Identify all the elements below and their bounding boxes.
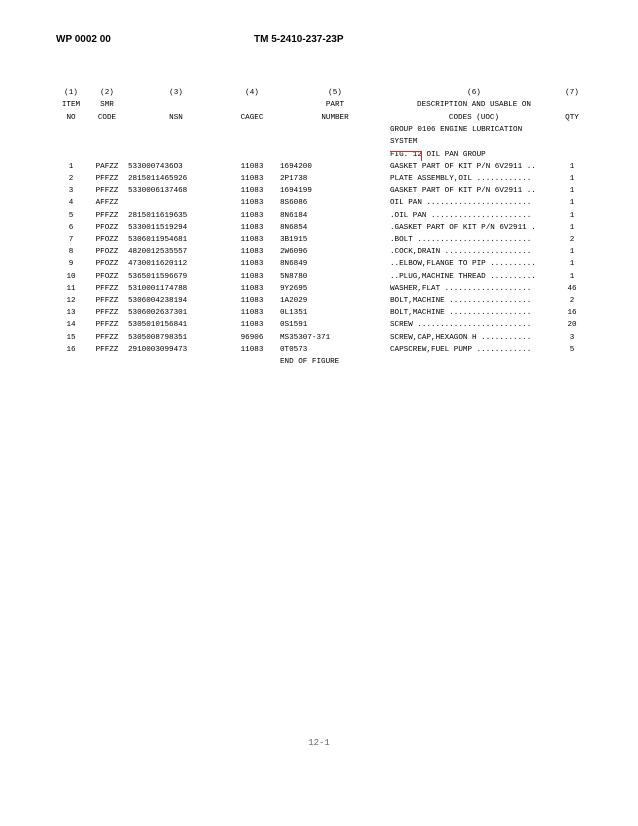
- table-row: [56, 332, 586, 344]
- nsn-cell: 4820012535557: [128, 248, 188, 257]
- col1-label-1: ITEM: [61, 101, 81, 110]
- item-number-cell: 14: [66, 321, 76, 330]
- smr-code-cell: PFFZZ: [95, 284, 119, 293]
- nsn-cell: 4730011620112: [128, 260, 188, 269]
- table-row: [56, 222, 586, 234]
- col6-label-2: CODES (UOC): [448, 113, 500, 122]
- column-label-row-1: [56, 99, 586, 111]
- quantity-cell: 5: [569, 345, 575, 354]
- table-header: [56, 87, 586, 124]
- col1-label-2: NO: [66, 113, 76, 122]
- smr-code-cell: PFFZZ: [95, 187, 119, 196]
- description-cell: CAPSCREW,FUEL PUMP ............: [390, 345, 532, 354]
- cagec-cell: 11083: [240, 272, 264, 281]
- col7-label-1: [558, 99, 586, 111]
- col3-label-1: [128, 99, 224, 111]
- part-number-cell: 0L1351: [280, 309, 308, 318]
- table-row: [56, 307, 586, 319]
- cagec-cell: 11083: [240, 236, 264, 245]
- smr-code-cell: PFFZZ: [95, 345, 119, 354]
- table-row: [56, 344, 586, 356]
- column-label-row-2: [56, 112, 586, 124]
- quantity-cell: 1: [569, 187, 575, 196]
- table-row: [56, 161, 586, 173]
- cagec-cell: 11083: [240, 297, 264, 306]
- part-number-cell: 9Y2695: [280, 284, 308, 293]
- smr-code-cell: PFFZZ: [95, 309, 119, 318]
- item-number-cell: 15: [66, 333, 76, 342]
- col3-label-2: NSN: [169, 113, 183, 122]
- nsn-cell: 5310001174788: [128, 284, 188, 293]
- col3-num: (3): [169, 89, 183, 97]
- quantity-cell: 1: [569, 248, 575, 257]
- quantity-cell: 2: [569, 297, 575, 306]
- item-number-cell: 9: [68, 260, 74, 269]
- item-number-cell: 2: [68, 175, 74, 184]
- description-cell: .BOLT .........................: [390, 236, 532, 245]
- smr-code-cell: PFFZZ: [95, 333, 119, 342]
- item-number-cell: 13: [66, 309, 76, 318]
- nsn-cell: [128, 197, 224, 209]
- cagec-cell: 11083: [240, 260, 264, 269]
- figure-title: [390, 149, 558, 161]
- quantity-cell: 1: [569, 199, 575, 208]
- cagec-cell: 11083: [240, 187, 264, 196]
- part-number-cell: 0S1591: [280, 321, 308, 330]
- description-cell: ..ELBOW,FLANGE TO PIP ..........: [390, 260, 536, 269]
- cagec-cell: 11083: [240, 223, 264, 232]
- smr-code-cell: PFOZZ: [95, 223, 119, 232]
- part-number-cell: 1694200: [280, 162, 312, 171]
- item-number-cell: 4: [68, 199, 74, 208]
- quantity-cell: 1: [569, 162, 575, 171]
- smr-code-cell: PFFZZ: [95, 297, 119, 306]
- part-number-cell: 2W6096: [280, 248, 308, 257]
- smr-code-cell: PAFZZ: [95, 162, 119, 171]
- col2-label-1: SMR: [100, 101, 114, 110]
- end-of-figure-label: END OF FIGURE: [280, 358, 340, 367]
- table-row: [56, 197, 586, 209]
- nsn-cell: 2910003099473: [128, 345, 188, 354]
- cagec-cell: 11083: [240, 321, 264, 330]
- part-number-cell: 8N6854: [280, 223, 308, 232]
- table-row: [56, 210, 586, 222]
- cagec-cell: 11083: [240, 248, 264, 257]
- part-number-cell: 8S6086: [280, 199, 308, 208]
- quantity-cell: 1: [569, 211, 575, 220]
- part-number-cell: 3B1915: [280, 236, 308, 245]
- col5-num: (5): [328, 89, 342, 97]
- item-number-cell: 11: [66, 284, 76, 293]
- table-row: [56, 283, 586, 295]
- part-number-cell: 8N6849: [280, 260, 308, 269]
- col6-num: (6): [467, 89, 481, 97]
- figure-reference[interactable]: [390, 151, 422, 159]
- smr-code-cell: PFOZZ: [95, 260, 119, 269]
- smr-code-cell: PFOZZ: [95, 236, 119, 245]
- item-number-cell: 1: [68, 162, 74, 171]
- figure-title-row: [56, 149, 586, 161]
- table-row: [56, 258, 586, 270]
- description-cell: PLATE ASSEMBLY,OIL ............: [390, 175, 532, 184]
- cagec-cell: 11083: [240, 309, 264, 318]
- col5-label-2: NUMBER: [321, 113, 349, 122]
- group-title-row: [56, 124, 586, 136]
- col7-label-2: QTY: [565, 113, 579, 122]
- cagec-cell: 11083: [240, 345, 264, 354]
- smr-code-cell: AFFZZ: [95, 199, 119, 208]
- col1-num: (1): [64, 89, 78, 97]
- description-cell: .GASKET PART OF KIT P/N 6V2911 .: [390, 223, 536, 232]
- description-cell: SCREW,CAP,HEXAGON H ...........: [390, 333, 532, 342]
- nsn-cell: 2815011465926: [128, 175, 188, 184]
- quantity-cell: 16: [567, 309, 577, 318]
- nsn-cell: 5330006137468: [128, 187, 188, 196]
- item-number-cell: 8: [68, 248, 74, 257]
- smr-code-cell: PFFZZ: [95, 321, 119, 330]
- col7-num: (7): [565, 89, 579, 97]
- quantity-cell: 20: [567, 321, 577, 330]
- table-body: [56, 124, 586, 368]
- item-number-cell: 6: [68, 223, 74, 232]
- cagec-cell: 11083: [240, 211, 264, 220]
- nsn-cell: 5330007436O3: [128, 162, 183, 171]
- part-number-cell: 1694199: [280, 187, 312, 196]
- group-title-line1: GROUP 0106 ENGINE LUBRICATION: [390, 126, 523, 135]
- description-cell: .COCK,DRAIN ...................: [390, 248, 532, 257]
- item-number-cell: 10: [66, 272, 76, 281]
- group-title-line2: SYSTEM: [390, 138, 418, 147]
- column-number-row: [56, 87, 586, 99]
- nsn-cell: 5306004238194: [128, 297, 188, 306]
- nsn-cell: 5330011519294: [128, 223, 188, 232]
- header-wp-number: WP 0002 00: [56, 34, 111, 45]
- table-row: [56, 295, 586, 307]
- figure-name: OIL PAN GROUP: [421, 150, 486, 159]
- description-cell: WASHER,FLAT ...................: [390, 284, 532, 293]
- header-tm-number: TM 5-2410-237-23P: [254, 34, 344, 45]
- description-cell: OIL PAN .......................: [390, 199, 532, 208]
- cagec-cell: 11083: [240, 284, 264, 293]
- cagec-cell: 11083: [240, 175, 264, 184]
- part-number-cell: MS35307-371: [280, 333, 331, 342]
- table-row: [56, 246, 586, 258]
- part-number-cell: 5N8780: [280, 272, 308, 281]
- quantity-cell: 1: [569, 223, 575, 232]
- figure-highlight-box: [390, 151, 422, 161]
- description-cell: GASKET PART OF KIT P/N 6V2911 ..: [390, 187, 536, 196]
- smr-code-cell: PFOZZ: [95, 272, 119, 281]
- cagec-cell: 11083: [240, 199, 264, 208]
- description-cell: ..PLUG,MACHINE THREAD ..........: [390, 272, 536, 281]
- cagec-cell: 96906: [240, 333, 264, 342]
- quantity-cell: 2: [569, 236, 575, 245]
- table-row: [56, 271, 586, 283]
- quantity-cell: 46: [567, 284, 577, 293]
- nsn-cell: 2815011619635: [128, 211, 188, 220]
- end-of-figure-row: [56, 356, 586, 368]
- col4-num: (4): [245, 89, 259, 97]
- col2-num: (2): [100, 89, 114, 97]
- quantity-cell: 1: [569, 272, 575, 281]
- table-row: [56, 173, 586, 185]
- page-number: 12-1: [308, 738, 330, 748]
- smr-code-cell: PFFZZ: [95, 211, 119, 220]
- item-number-cell: 7: [68, 236, 74, 245]
- part-number-cell: 0T0573: [280, 345, 308, 354]
- description-cell: SCREW .........................: [390, 321, 532, 330]
- nsn-cell: 5305010156841: [128, 321, 188, 330]
- nsn-cell: 5365011596679: [128, 272, 188, 281]
- col4-label-1: [224, 99, 280, 111]
- quantity-cell: 3: [569, 333, 575, 342]
- col4-label-2: CAGEC: [240, 113, 264, 122]
- item-number-cell: 3: [68, 187, 74, 196]
- figure-label: FIG. 12: [390, 150, 422, 159]
- description-cell: BOLT,MACHINE ..................: [390, 309, 532, 318]
- nsn-cell: 5305008798351: [128, 333, 188, 342]
- description-cell: .OIL PAN ......................: [390, 211, 532, 220]
- quantity-cell: 1: [569, 260, 575, 269]
- col5-label-1: PART: [325, 101, 345, 110]
- parts-list-table: [56, 87, 586, 368]
- item-number-cell: 5: [68, 211, 74, 220]
- part-number-cell: 8N6184: [280, 211, 308, 220]
- table-row: [56, 185, 586, 197]
- smr-code-cell: PFFZZ: [95, 175, 119, 184]
- quantity-cell: 1: [569, 175, 575, 184]
- smr-code-cell: PFOZZ: [95, 248, 119, 257]
- group-title-row-2: [56, 136, 586, 148]
- cagec-cell: 11083: [240, 162, 264, 171]
- table-row: [56, 319, 586, 331]
- col6-label-1: DESCRIPTION AND USABLE ON: [417, 101, 531, 110]
- table-row: [56, 234, 586, 246]
- col2-label-2: CODE: [97, 113, 117, 122]
- nsn-cell: 5306002637301: [128, 309, 188, 318]
- description-cell: GASKET PART OF KIT P/N 6V2911 ..: [390, 162, 536, 171]
- nsn-cell: 5306011954681: [128, 236, 188, 245]
- part-number-cell: 1A2029: [280, 297, 308, 306]
- description-cell: BOLT,MACHINE ..................: [390, 297, 532, 306]
- item-number-cell: 16: [66, 345, 76, 354]
- part-number-cell: 2P1738: [280, 175, 308, 184]
- item-number-cell: 12: [66, 297, 76, 306]
